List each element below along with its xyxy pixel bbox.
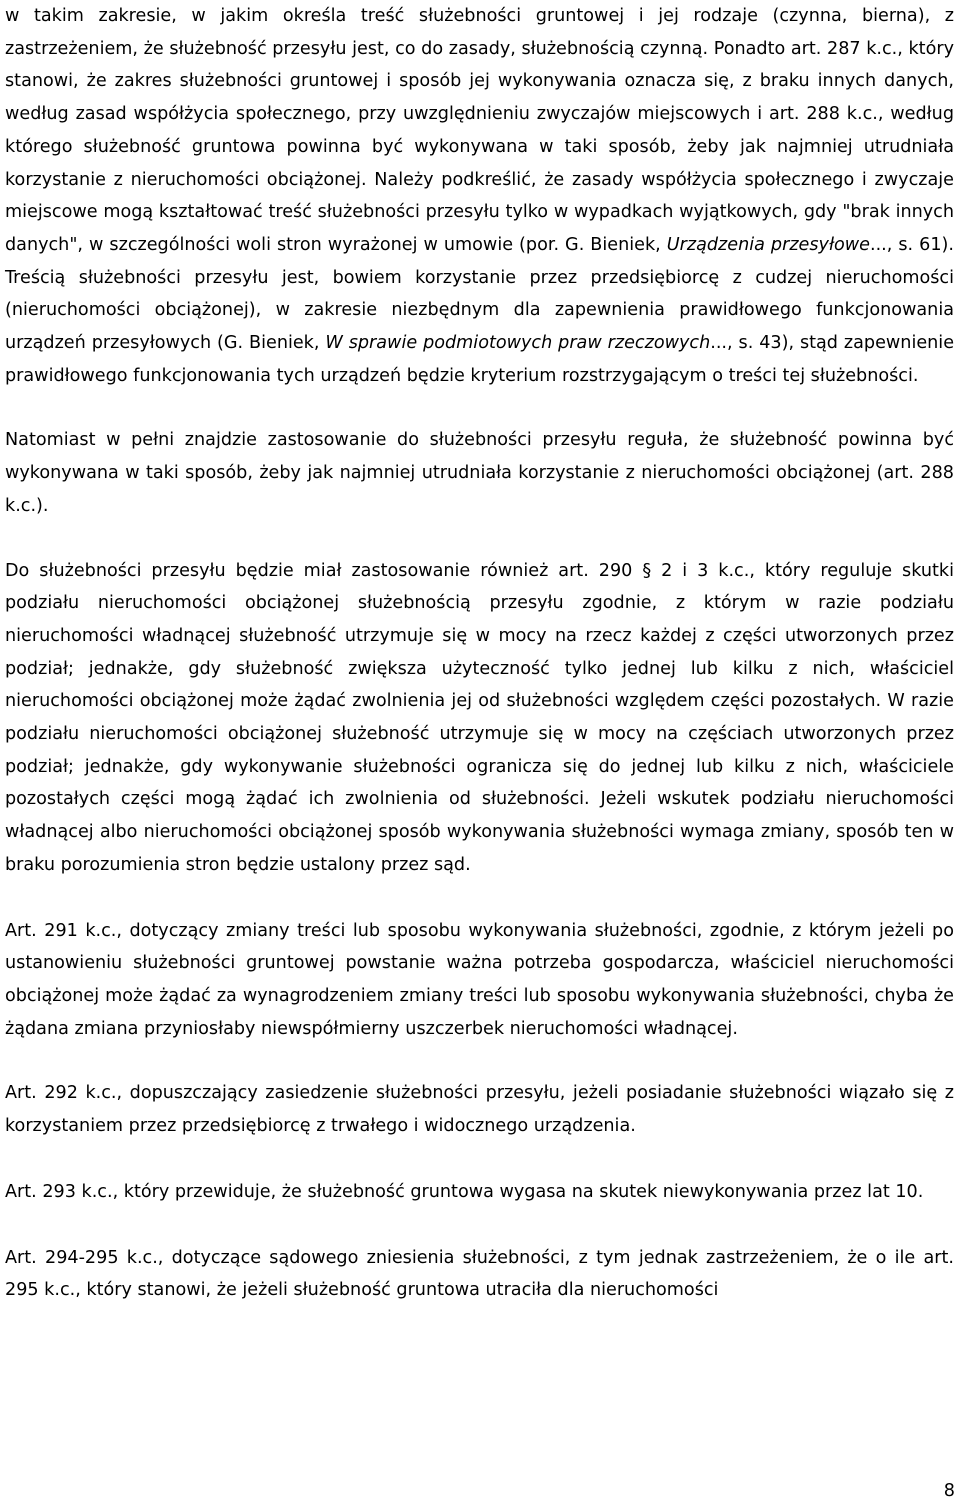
paragraph-3: Do służebności przesyłu będzie miał zastosowanie również art. 290 § 2 i 3 k.c., który reguluje skutki podziału nieruchomości obciążonej służebnością przesyłu zgodnie, z którym w razie podziału nieruchomości władnącej służebność utrzymuje się w mocy na rzecz każdej z części utworzonych przez podział; jednakże, gdy służebność zwiększa użyteczność tylko jednej lub kilku z nich, właściciel nieruchomości obciążonej może żądać zwolnienia jej od służebności względem części pozostałych. W razie podziału nieruchomości obciążonej służebność utrzymuje się w mocy na częściach utworzonych przez podział; jednakże, gdy wykonywanie służebności ogranicza się do jednej lub kilku z nich, właściciele pozostałych części mogą żądać ich zwolnienia od służebności. Jeżeli wskutek podziału nieruchomości władnącej albo nieruchomości obciążonej sposób wykonywania służebności wymaga zmiany, sposób ten w braku porozumienia stron będzie ustalony przez sąd. xyxy=(5,560,954,875)
paragraph-4: Art. 291 k.c., dotyczący zmiany treści lub sposobu wykonywania służebności, zgodnie, z którym jeżeli po ustanowieniu służebności gruntowej powstanie ważna potrzeba gospodarcza, właściciel nieruchomości obciążonej może żądać za wynagrodzeniem zmiany treści lub sposobu wykonywania służebności, chyba że żądana zmiana przyniosłaby niewspółmierny uszczerbek nieruchomości władnącej. xyxy=(5,920,954,1039)
page-number: 8 xyxy=(943,1481,955,1501)
paragraph-1 xyxy=(5,0,954,392)
paragraph-1-text-a: w takim zakresie, w jakim określa treść służebności gruntowej i jej rodzaje (czynna, bierna), z zastrzeżeniem, że służebność przesyłu jest, co do zasady, służebnością czynną. Ponadto art. 287 k.c., który stanowi, że zakres służebności gruntowej i sposób jej wykonywania oznacza się, z braku innych danych, według zasad współżycia społecznego, przy uwzględnieniu zwyczajów miejscowych i art. 288 k.c., według którego służebność gruntowa powinna być wykonywana w taki sposób, żeby jak najmniej utrudniała korzystanie z nieruchomości obciążonej. Należy podkreślić, że zasady współżycia społecznego i zwyczaje miejscowe mogą kształtować treść służebności przesyłu tylko w wypadkach wyjątkowych, gdy "brak innych danych", w szczególności woli stron wyrażonej w umowie (por. G. Bieniek, xyxy=(5,6,954,255)
citation-title-urzadzenia: Urządzenia przesyłowe xyxy=(666,234,870,255)
paragraph-1-text-e: ..., s. 43), stąd zapewnienie prawidłowego funkcjonowania tych urządzeń będzie kryterium rozstrzygającym o treści tej służebności. xyxy=(5,333,955,386)
citation-title-w-sprawie: W sprawie podmiotowych praw rzeczowych xyxy=(325,333,711,354)
paragraph-2: Natomiast w pełni znajdzie zastosowanie do służebności przesyłu reguła, że służebność powinna być wykonywana w taki sposób, żeby jak najmniej utrudniała korzystanie z nieruchomości obciążonej (art. 288 k.c.). xyxy=(5,430,954,516)
paragraph-7: Art. 294-295 k.c., dotyczące sądowego zniesienia służebności, z tym jednak zastrzeżeniem, że o ile art. 295 k.c., który stanowi, że jeżeli służebność gruntowa utraciła dla nieruchomości xyxy=(5,1247,954,1301)
paragraph-1-text-c: ..., s. 61). Treścią służebności przesyłu jest, bowiem korzystanie przez przedsiębiorcę z cudzej nieruchomości (nieruchomości obciążonej), w zakresie niezbędnym dla zapewnienia prawidłowego funkcjonowania urządzeń przesyłowych (G. Bieniek, xyxy=(5,234,954,354)
paragraph-6: Art. 293 k.c., który przewiduje, że służebność gruntowa wygasa na skutek niewykonywania przez lat 10. xyxy=(5,1181,924,1202)
paragraph-5: Art. 292 k.c., dopuszczający zasiedzenie służebności przesyłu, jeżeli posiadanie służebności wiązało się z korzystaniem przez przedsiębiorcę z trwałego i widocznego urządzenia. xyxy=(5,1083,954,1137)
